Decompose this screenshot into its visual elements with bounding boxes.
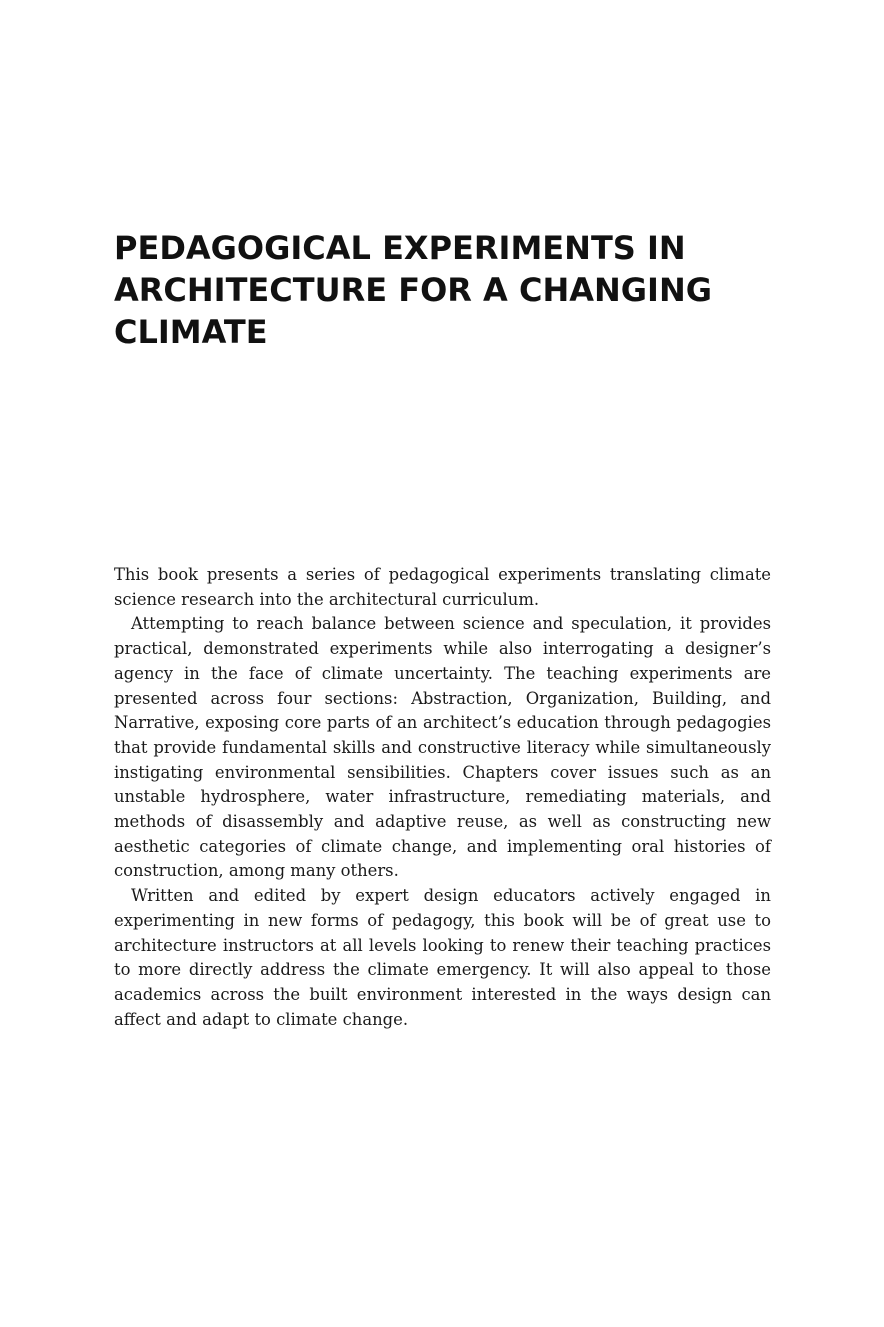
book-title: PEDAGOGICAL EXPERIMENTS IN ARCHITECTURE FOR A CHANGING CLIMATE <box>114 229 712 351</box>
description-paragraph-intro: This book presents a series of pedagogical experiments translating climate science research into the architectural curriculum. <box>114 565 771 609</box>
description-paragraph-audience: Written and edited by expert design educators actively engaged in experimenting in new forms of pedagogy, this book will be of great use to architecture instructors at all levels looking to renew their teaching practices to more directly address the climate emergency. It will also appeal to those academics across the built environment interested in the ways design can affect and adapt to climate change. <box>114 886 771 1029</box>
description-paragraph-scope: Attempting to reach balance between science and speculation, it provides practical, demonstrated experiments while also interrogating a designer’s agency in the face of climate uncertainty. The teaching experiments are presented across four sections: Abstraction, Organization, Building, and Narrative, exposing core parts of an architect’s education through pedagogies that provide fundamental skills and constructive literacy while simultaneously instigating environmental sensibilities. Chapters cover issues such as an unstable hydrosphere, water infrastructure, remediating materials, and methods of disassembly and adaptive reuse, as well as constructing new aesthetic categories of climate change, and implementing oral histories of construction, among many others. <box>114 614 771 881</box>
book-description <box>114 563 771 1032</box>
